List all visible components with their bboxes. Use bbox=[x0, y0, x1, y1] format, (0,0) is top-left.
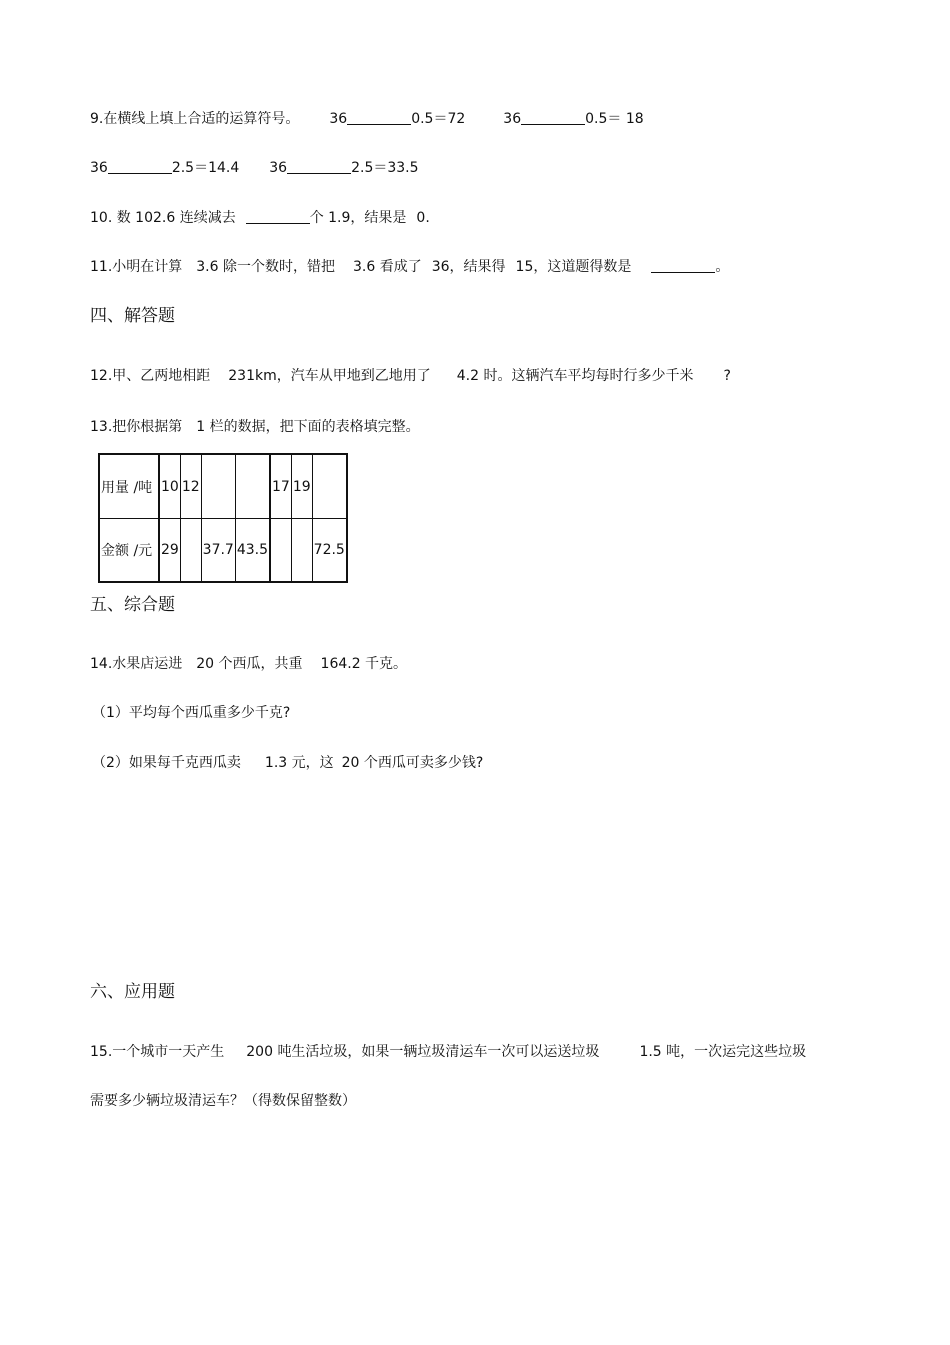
answer-blank-10[interactable] bbox=[246, 209, 310, 224]
expr-2-right: 0.5＝ 18 bbox=[585, 111, 644, 127]
question-13-text-b: 1 栏的数据，把下面的表格填完整。 bbox=[196, 419, 420, 435]
section-heading-5: 五、综合题 bbox=[90, 595, 175, 615]
answer-blank-9-2[interactable] bbox=[521, 110, 585, 125]
table-cell[interactable] bbox=[270, 519, 291, 583]
table-cell[interactable]: 37.7 bbox=[201, 519, 235, 583]
question-11-text-e: 15，这道题得数是 bbox=[515, 259, 632, 275]
question-9-line-1 bbox=[90, 110, 644, 128]
question-14-part-2-text-a: （2）如果每千克西瓜卖 bbox=[92, 755, 241, 771]
question-14-text-a: 14.水果店运进 bbox=[90, 656, 183, 672]
table-cell[interactable]: 17 bbox=[270, 454, 291, 519]
table-cell: 29 bbox=[159, 519, 180, 583]
question-13-text-a: 13.把你根据第 bbox=[90, 419, 183, 435]
table-cell[interactable]: 19 bbox=[291, 454, 312, 519]
question-14-part-1: （1）平均每个西瓜重多少千克? bbox=[92, 705, 291, 721]
answer-blank-9-3[interactable] bbox=[108, 159, 172, 174]
question-11-text-f: 。 bbox=[715, 259, 730, 275]
question-14-text-c: 164.2 千克。 bbox=[320, 656, 408, 672]
question-10-text-a: 10. 数 102.6 连续减去 bbox=[90, 210, 236, 226]
table-cell: 金额 /元 bbox=[99, 519, 159, 583]
question-11-text-a: 11.小明在计算 bbox=[90, 259, 183, 275]
question-11 bbox=[90, 258, 729, 276]
table-row-usage bbox=[99, 454, 347, 519]
expr-3-left: 36 bbox=[90, 160, 108, 176]
question-10-text-b: 个 1.9，结果是 bbox=[309, 210, 407, 226]
table-cell: 10 bbox=[159, 454, 180, 519]
section-heading-4: 四、解答题 bbox=[90, 306, 175, 326]
expr-1-right: 0.5＝72 bbox=[411, 111, 466, 127]
question-15-text-b: 200 吨生活垃圾，如果一辆垃圾清运车一次可以运送垃圾 bbox=[246, 1044, 600, 1060]
answer-blank-11[interactable] bbox=[651, 258, 715, 273]
expr-1-left: 36 bbox=[329, 111, 348, 127]
table-cell: 用量 /吨 bbox=[99, 454, 159, 519]
table-cell[interactable]: 72.5 bbox=[312, 519, 347, 583]
answer-blank-9-1[interactable] bbox=[347, 110, 411, 125]
table-row-amount bbox=[99, 519, 347, 583]
section-heading-6: 六、应用题 bbox=[90, 982, 175, 1002]
question-11-text-c: 3.6 看成了 bbox=[352, 259, 422, 275]
answer-blank-9-4[interactable] bbox=[287, 159, 351, 174]
question-12-text-b: 231km，汽车从甲地到乙地用了 bbox=[228, 368, 431, 384]
question-15-line-2: 需要多少辆垃圾清运车？（得数保留整数） bbox=[90, 1093, 356, 1109]
question-14-part-2-text-c: 20 个西瓜可卖多少钱? bbox=[341, 755, 484, 771]
expr-3-right: 2.5＝14.4 bbox=[171, 160, 240, 176]
question-15-text-a: 15.一个城市一天产生 bbox=[90, 1044, 225, 1060]
table-cell[interactable]: 12 bbox=[180, 454, 201, 519]
table-cell[interactable] bbox=[235, 454, 270, 519]
question-12-text-c: 4.2 时。这辆汽车平均每时行多少千米 bbox=[456, 368, 694, 384]
expr-4-left: 36 bbox=[269, 160, 288, 176]
question-12-text-a: 12.甲、乙两地相距 bbox=[90, 368, 211, 384]
question-15-text-c: 1.5 吨，一次运完这些垃圾 bbox=[639, 1044, 807, 1060]
question-12 bbox=[90, 367, 731, 385]
expr-4-right: 2.5＝33.5 bbox=[351, 160, 419, 176]
table-cell[interactable] bbox=[291, 519, 312, 583]
question-14 bbox=[90, 655, 407, 673]
question-9-line-2 bbox=[90, 159, 419, 177]
question-11-text-b: 3.6 除一个数时，错把 bbox=[196, 259, 335, 275]
question-10-text-c: 0. bbox=[416, 210, 430, 226]
table-cell[interactable]: 43.5 bbox=[235, 519, 270, 583]
question-10 bbox=[90, 209, 430, 227]
question-9-prompt: 9.在横线上填上合适的运算符号。 bbox=[90, 111, 300, 127]
question-14-text-b: 20 个西瓜，共重 bbox=[196, 656, 303, 672]
table-cell[interactable] bbox=[180, 519, 201, 583]
expr-2-left: 36 bbox=[503, 111, 522, 127]
table-cell[interactable] bbox=[312, 454, 347, 519]
usage-amount-table bbox=[98, 453, 348, 583]
question-14-part-2-text-b: 1.3 元，这 bbox=[264, 755, 334, 771]
question-13 bbox=[90, 418, 420, 436]
question-11-text-d: 36，结果得 bbox=[431, 259, 506, 275]
question-15-line-1 bbox=[90, 1043, 806, 1061]
question-14-part-2 bbox=[92, 754, 483, 772]
table-cell[interactable] bbox=[201, 454, 235, 519]
question-12-text-d: ? bbox=[723, 368, 731, 384]
